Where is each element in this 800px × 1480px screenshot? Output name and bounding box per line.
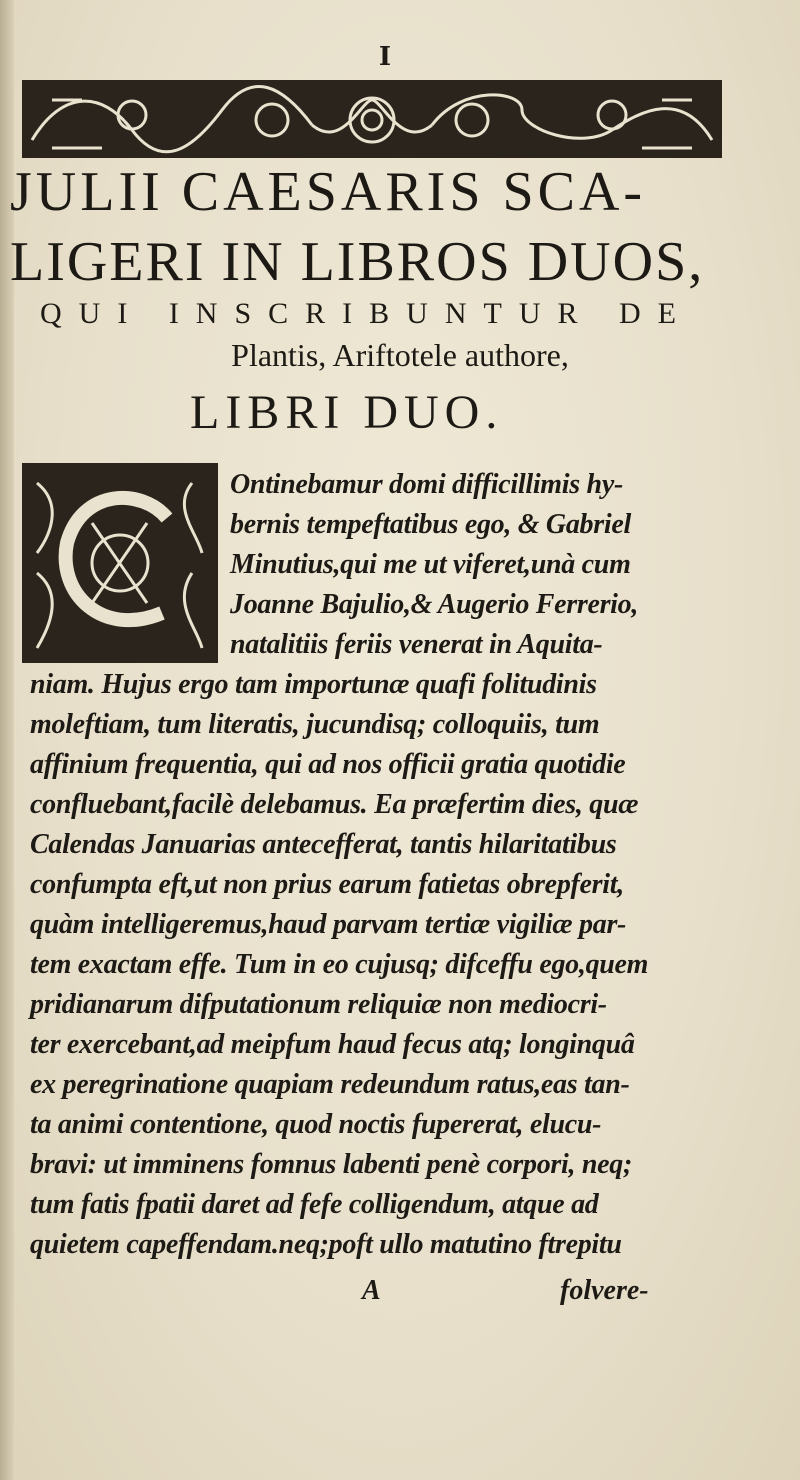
body-line: ta animi contentione, quod noctis fupererat, elucu- [30,1109,602,1140]
body-line: niam. Hujus ergo tam importunæ quafi folitudinis [30,669,597,700]
title-line-1: JULII CAESARIS SCA- [10,161,647,223]
body-line: ex peregrinatione quapiam redeundum ratus,eas tan- [30,1069,630,1100]
body-line: quàm intelligeremus,haud parvam tertiæ vigiliæ par- [30,909,627,940]
body-line: moleftiam, tum literatis, jucundisq; colloquiis, tum [30,709,600,740]
decorated-initial-c-icon [22,463,218,663]
signature-mark: A [362,1275,381,1306]
body-line: confluebant,facilè delebamus. Ea præfertim dies, quæ [30,789,639,820]
body-line: confumpta eft,ut non prius earum fatietas obrepferit, [30,869,624,900]
body-line: pridianarum difputationum reliquiæ non mediocri- [30,989,607,1020]
books-heading: LIBRI DUO. [190,386,504,439]
body-line: bernis tempeftatibus ego, & Gabriel [230,509,631,540]
catchword: folvere- [560,1275,649,1306]
page-number: I [378,42,392,72]
body-line: tem exactam effe. Tum in eo cujusq; difceffu ego,quem [30,949,649,980]
body-line: Joanne Bajulio,& Augerio Ferrerio, [230,589,639,620]
subtitle-line-1: QUI INSCRIBUNTUR DE [40,297,693,330]
body-line: Minutius,qui me ut viferet,unà cum [230,549,631,580]
body-line: quietem capeffendam.neq;poft ullo matutino ftrepitu [30,1229,622,1260]
body-line: ter exercebant,ad meipfum haud fecus atq; longinquâ [30,1029,635,1060]
body-line: affinium frequentia, qui ad nos officii gratia quotidie [30,749,626,780]
ornamental-headpiece [22,80,722,158]
body-line: tum fatis fpatii daret ad fefe colligendum, atque ad [30,1189,599,1220]
body-line: Ontinebamur domi difficillimis hy- [230,469,623,500]
subtitle-line-2: Plantis, Ariftotele authore, [231,337,569,373]
body-line: Calendas Januarias antecefferat, tantis hilaritatibus [30,829,617,860]
title-line-2: LIGERI IN LIBROS DUOS, [10,231,705,293]
body-line: natalitiis feriis venerat in Aquita- [230,629,603,660]
body-line: bravi: ut imminens fomnus labenti penè corpori, neq; [30,1149,633,1180]
